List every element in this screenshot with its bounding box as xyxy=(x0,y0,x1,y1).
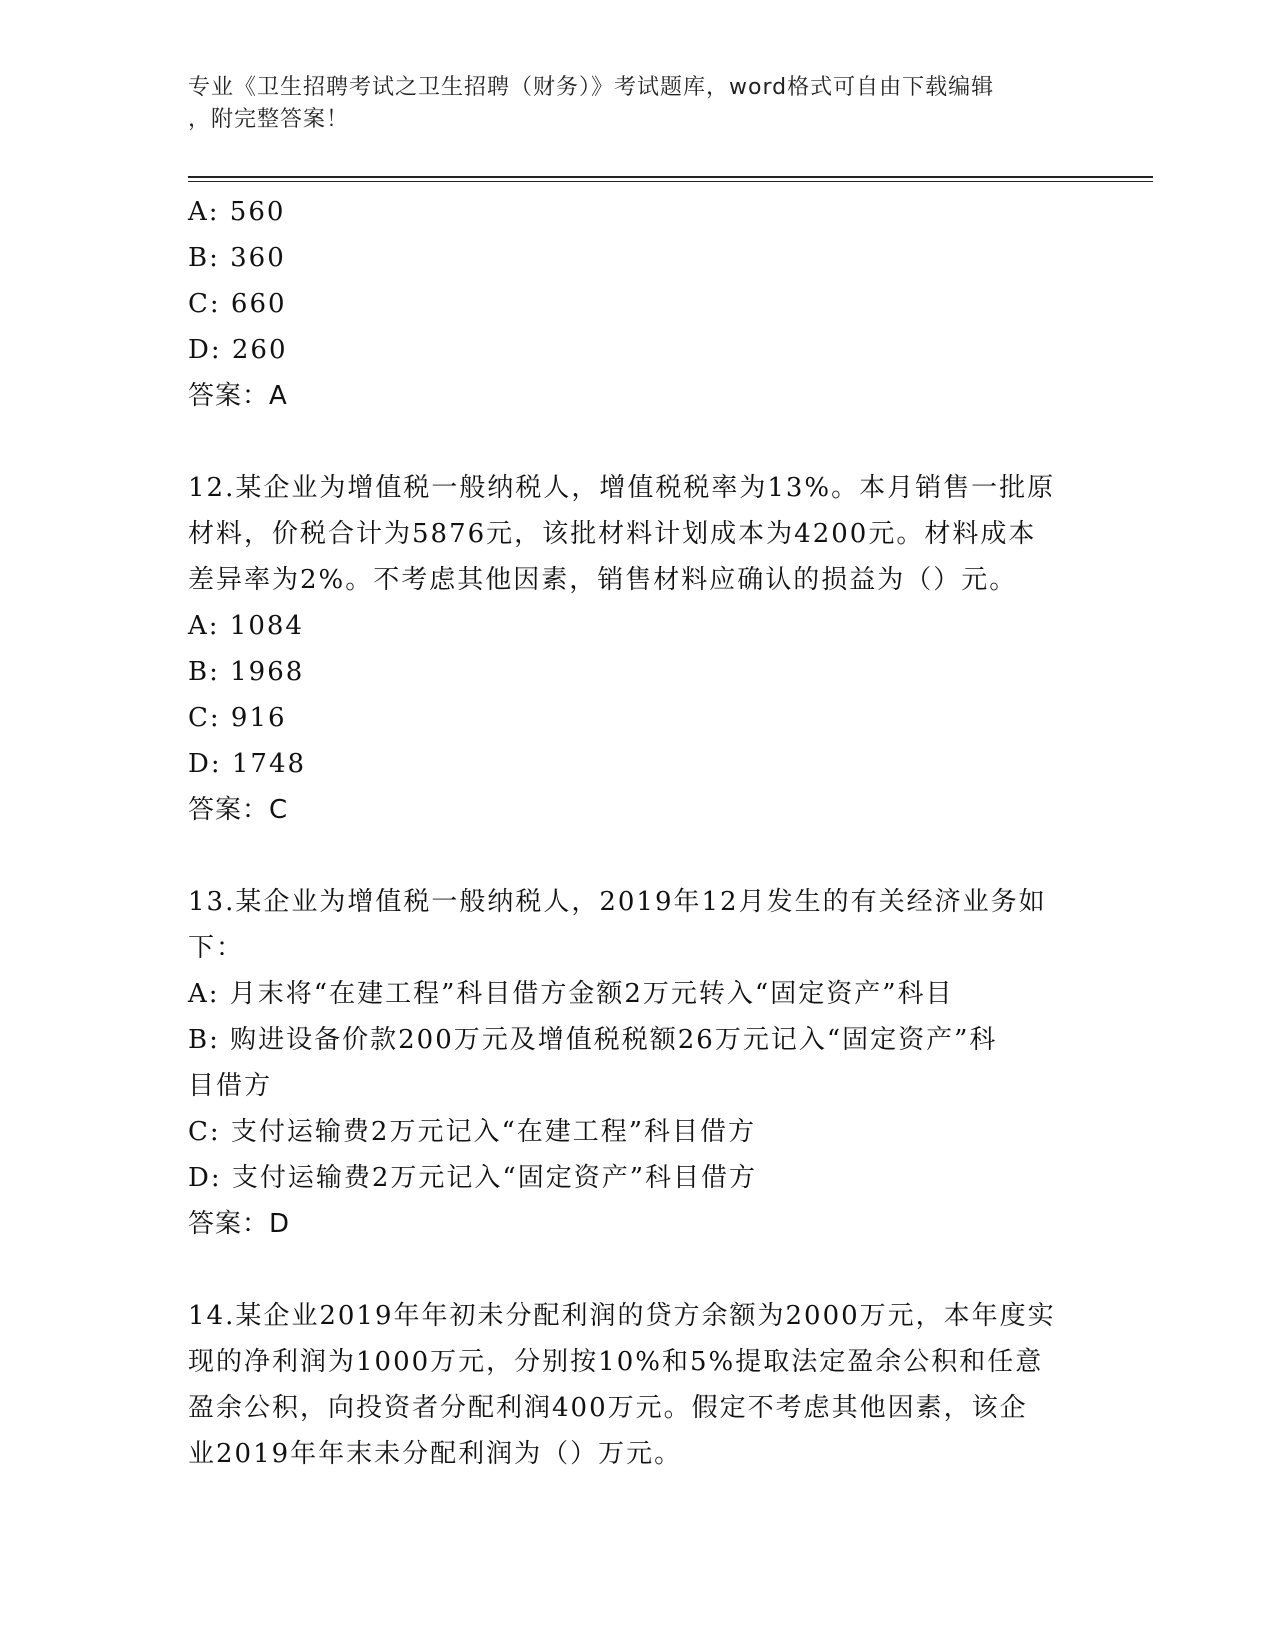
option-b-continued: 目借方 xyxy=(188,1071,273,1101)
option-b: B: 360 xyxy=(188,243,286,273)
option-c: C: 支付运输费2万元记入“在建工程”科目借方 xyxy=(188,1117,757,1147)
option-a: A: 1084 xyxy=(188,611,304,641)
option-c: C: 660 xyxy=(188,289,287,319)
option-d: D: 支付运输费2万元记入“固定资产”科目借方 xyxy=(188,1163,757,1193)
header-divider-thick xyxy=(188,176,1153,178)
question-stem-line: 业2019年年末未分配利润为（）万元。 xyxy=(188,1439,683,1469)
header-divider-thin xyxy=(188,181,1153,182)
option-b: B: 购进设备价款200万元及增值税税额26万元记入“固定资产”科 xyxy=(188,1025,998,1055)
question-stem-line: 盈余公积，向投资者分配利润400万元。假定不考虑其他因素，该企 xyxy=(188,1393,1028,1423)
spacer xyxy=(188,419,1078,465)
header-line-1: 专业《卫生招聘考试之卫生招聘（财务）》考试题库，word格式可自由下载编辑 xyxy=(188,75,995,100)
option-c: C: 916 xyxy=(188,703,287,733)
answer-label: 答案：C xyxy=(188,795,289,825)
question-stem-line: 14.某企业2019年年初未分配利润的贷方余额为2000万元，本年度实 xyxy=(188,1301,1056,1331)
question-12 xyxy=(188,465,1078,833)
spacer xyxy=(188,833,1078,879)
document-header xyxy=(188,72,1068,136)
answer-label: 答案：A xyxy=(188,381,288,411)
option-b: B: 1968 xyxy=(188,657,305,687)
question-11 xyxy=(188,189,1078,419)
question-stem-line: 材料，价税合计为5876元，该批材料计划成本为4200元。材料成本 xyxy=(188,519,1037,549)
header-line-2: ，附完整答案！ xyxy=(188,107,350,132)
question-stem-line: 差异率为2%。不考虑其他因素，销售材料应确认的损益为（）元。 xyxy=(188,565,1018,595)
answer-label: 答案：D xyxy=(188,1209,291,1239)
question-content xyxy=(188,189,1078,1477)
question-stem-line: 现的净利润为1000万元，分别按10%和5%提取法定盈余公积和任意 xyxy=(188,1347,1044,1377)
option-d: D: 260 xyxy=(188,335,288,365)
option-a: A: 560 xyxy=(188,197,286,227)
question-14 xyxy=(188,1293,1078,1477)
spacer xyxy=(188,1247,1078,1293)
question-stem-line: 12.某企业为增值税一般纳税人，增值税税率为13%。本月销售一批原 xyxy=(188,473,1056,503)
question-stem-line: 13.某企业为增值税一般纳税人，2019年12月发生的有关经济业务如 xyxy=(188,887,1047,917)
option-d: D: 1748 xyxy=(188,749,307,779)
option-a: A: 月末将“在建工程”科目借方金额2万元转入“固定资产”科目 xyxy=(188,979,954,1009)
question-stem-line: 下： xyxy=(188,933,245,963)
question-13 xyxy=(188,879,1078,1247)
